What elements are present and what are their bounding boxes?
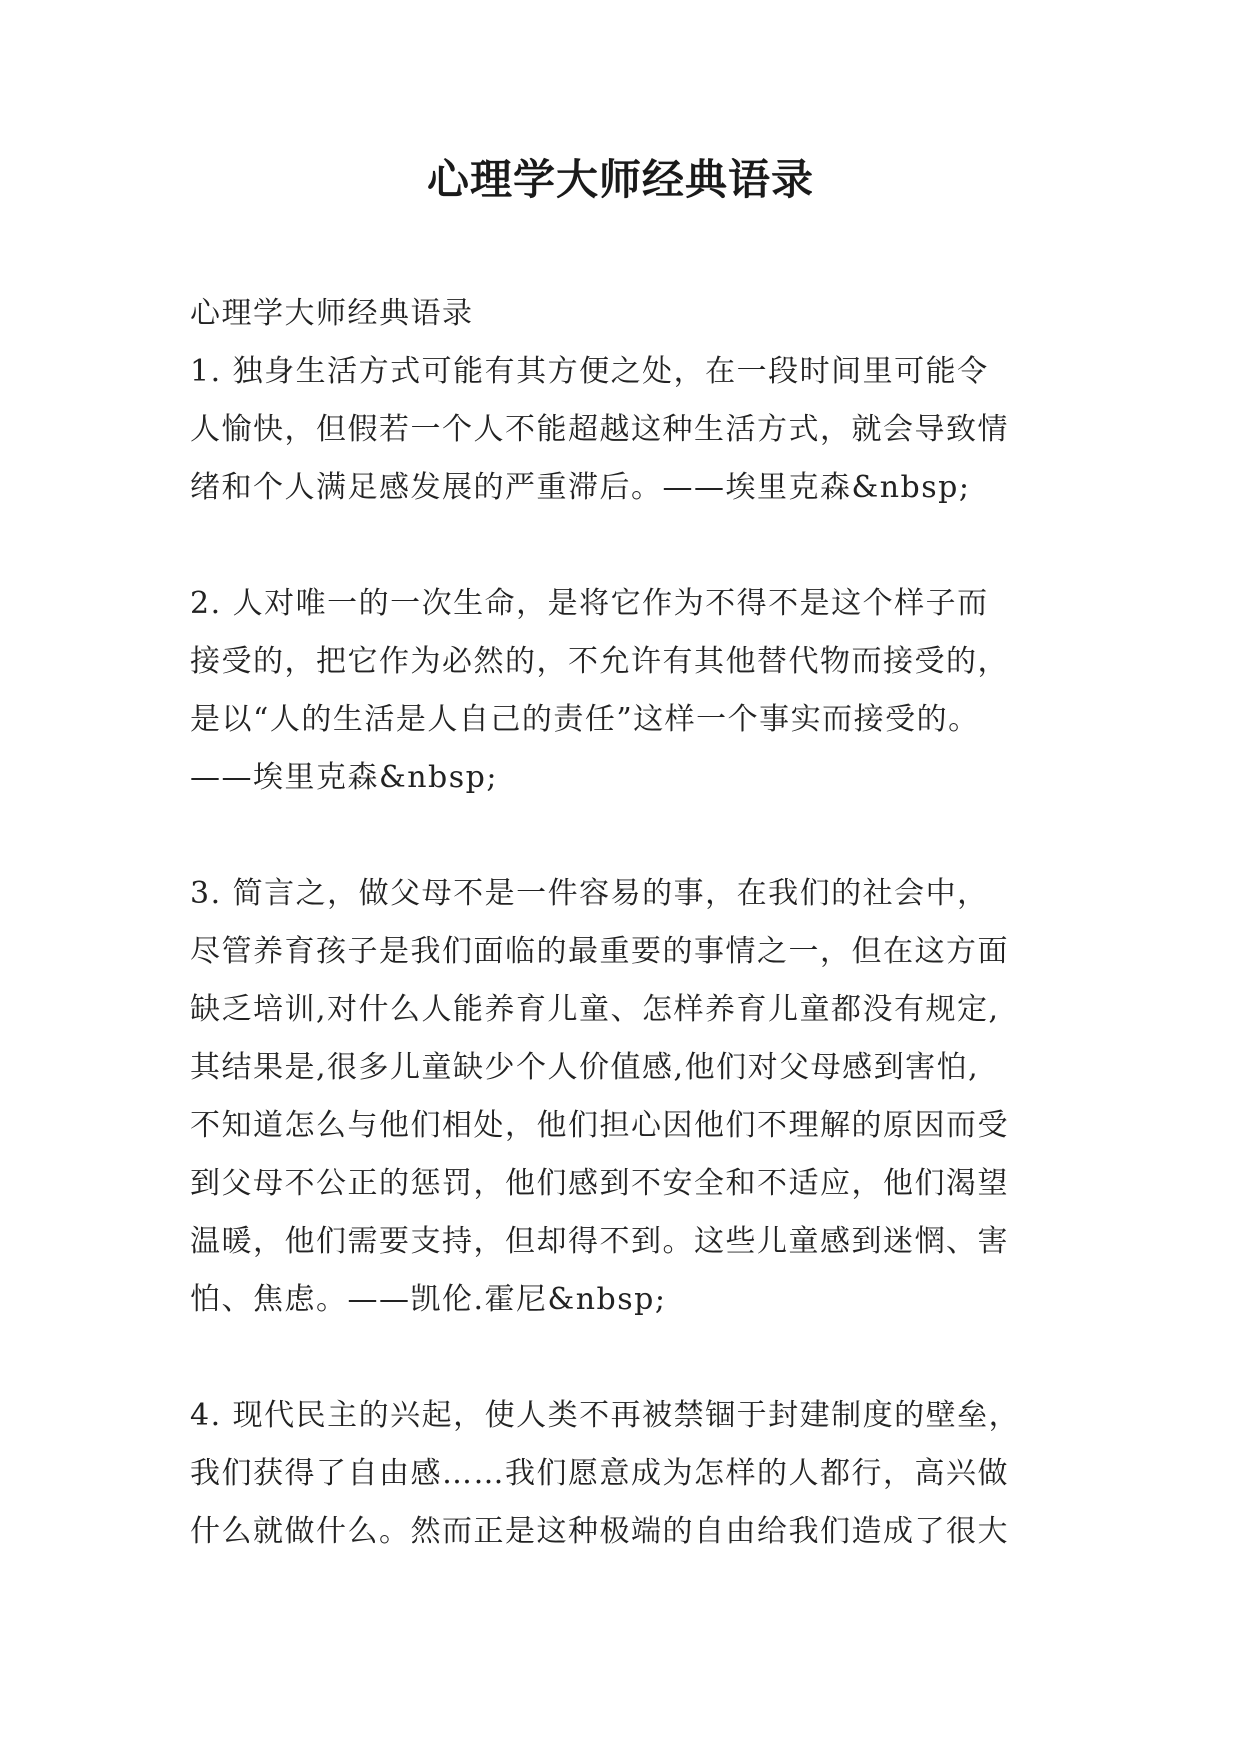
text-line: 不知道怎么与他们相处，他们担心因他们不理解的原因而受 xyxy=(190,1108,1009,1143)
paragraph-gap xyxy=(190,1329,1070,1387)
text-line: 尽管养育孩子是我们面临的最重要的事情之一，但在这方面 xyxy=(190,934,1009,969)
text-line: 人愉快，但假若一个人不能超越这种生活方式，就会导致情 xyxy=(190,412,1009,447)
text-line: 是以“人的生活是人自己的责任”这样一个事实而接受的。 xyxy=(190,702,980,737)
text-line: 接受的，把它作为必然的，不允许有其他替代物而接受的， xyxy=(190,644,1009,679)
text-line: 2. 人对唯一的一次生命，是将它作为不得不是这个样子而 xyxy=(190,586,989,621)
text-line: 我们获得了自由感……我们愿意成为怎样的人都行，高兴做 xyxy=(190,1456,1009,1491)
paragraph-3 xyxy=(190,865,1070,1329)
text-line: ——埃里克森&nbsp; xyxy=(190,760,498,795)
paragraph-gap xyxy=(190,517,1070,575)
text-line: 缺乏培训,对什么人能养育儿童、怎样养育儿童都没有规定, xyxy=(190,992,1000,1027)
paragraph-4 xyxy=(190,1387,1070,1561)
text-line: 绪和个人满足感发展的严重滞后。——埃里克森&nbsp; xyxy=(190,470,971,505)
paragraph-1 xyxy=(190,343,1070,517)
text-line: 4. 现代民主的兴起，使人类不再被禁锢于封建制度的壁垒， xyxy=(190,1398,1021,1433)
paragraph-gap xyxy=(190,807,1070,865)
document-body xyxy=(190,285,1070,1561)
subtitle-line: 心理学大师经典语录 xyxy=(190,296,474,331)
text-line: 其结果是,很多儿童缺少个人价值感,他们对父母感到害怕, xyxy=(190,1050,980,1085)
paragraph-2 xyxy=(190,575,1070,807)
text-line: 到父母不公正的惩罚，他们感到不安全和不适应，他们渴望 xyxy=(190,1166,1009,1201)
text-line: 1. 独身生活方式可能有其方便之处，在一段时间里可能令 xyxy=(190,354,989,389)
text-line: 3. 简言之，做父母不是一件容易的事，在我们的社会中， xyxy=(190,876,989,911)
document-title: 心理学大师经典语录 xyxy=(426,155,814,204)
text-line: 什么就做什么。然而正是这种极端的自由给我们造成了很大 xyxy=(190,1514,1009,1549)
text-line: 温暖，他们需要支持，但却得不到。这些儿童感到迷惘、害 xyxy=(190,1224,1009,1259)
text-line: 怕、焦虑。——凯伦.霍尼&nbsp; xyxy=(190,1282,667,1317)
